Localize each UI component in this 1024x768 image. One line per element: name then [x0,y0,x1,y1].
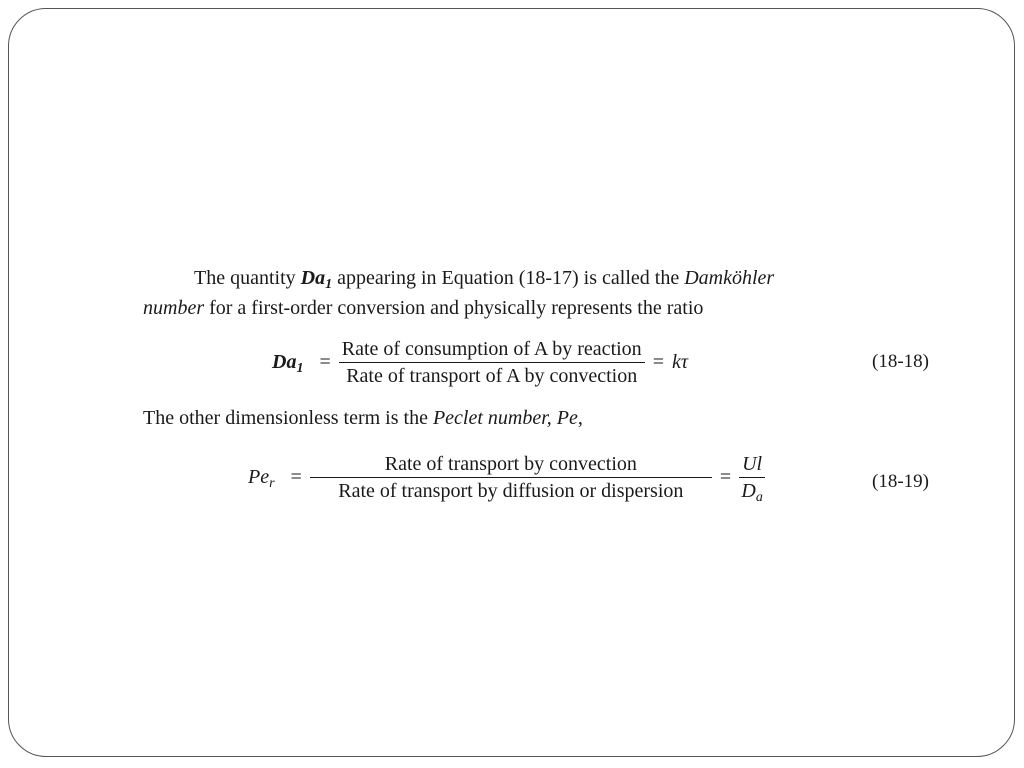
equation-lhs [248,466,275,489]
lhs-subscript: 1 [296,360,304,376]
text-span: The quantity [194,267,301,289]
equals-sign: = [290,466,302,488]
text-span: The other dimensionless term is the [143,407,433,429]
da-symbol-base: Da [300,267,326,289]
paragraph-line-1 [143,263,903,293]
equation-lhs [272,351,303,374]
term-peclet: Peclet number, Pe [432,407,578,429]
paragraph-damkohler [143,263,903,323]
equals-sign-2: = [719,466,732,488]
rhs-denominator [741,478,762,503]
equation-damkohler [272,337,688,388]
text-span: appearing in Equation (18-17) is called the [332,267,685,289]
rhs-denominator-base: D [741,480,756,502]
text-span: for a first-order conversion and physically represents the ratio [204,297,704,319]
term-number: number [143,297,205,319]
text-span: , [577,407,583,429]
paragraph-peclet [143,403,903,433]
fraction [310,452,712,503]
paragraph-line-2 [143,293,903,323]
fraction-denominator: Rate of transport of A by convection [346,365,638,387]
lhs-base: Da [272,351,297,373]
da-symbol [300,267,333,292]
rhs-denominator-subscript: a [755,489,763,505]
rhs-fraction [739,452,765,503]
equation-number-18-18: (18-18) [872,351,929,372]
fraction-numerator: Rate of transport by convection [310,452,712,478]
fraction [339,337,645,388]
lhs-base: Pe [248,466,270,488]
equals-sign-2: = [652,351,664,373]
paragraph-line [143,403,903,433]
rhs-numerator: Ul [739,452,765,478]
equals-sign: = [319,351,331,373]
equation-number-18-19: (18-19) [872,471,929,492]
fraction-denominator: Rate of transport by diffusion or dispersion [338,480,684,502]
equation-rhs: kτ [671,351,689,373]
da-symbol-subscript: 1 [325,276,333,292]
term-damkohler: Damköhler [684,267,775,289]
lhs-subscript: r [269,475,275,491]
fraction-numerator: Rate of consumption of A by reaction [339,337,645,363]
equation-peclet [248,452,765,503]
